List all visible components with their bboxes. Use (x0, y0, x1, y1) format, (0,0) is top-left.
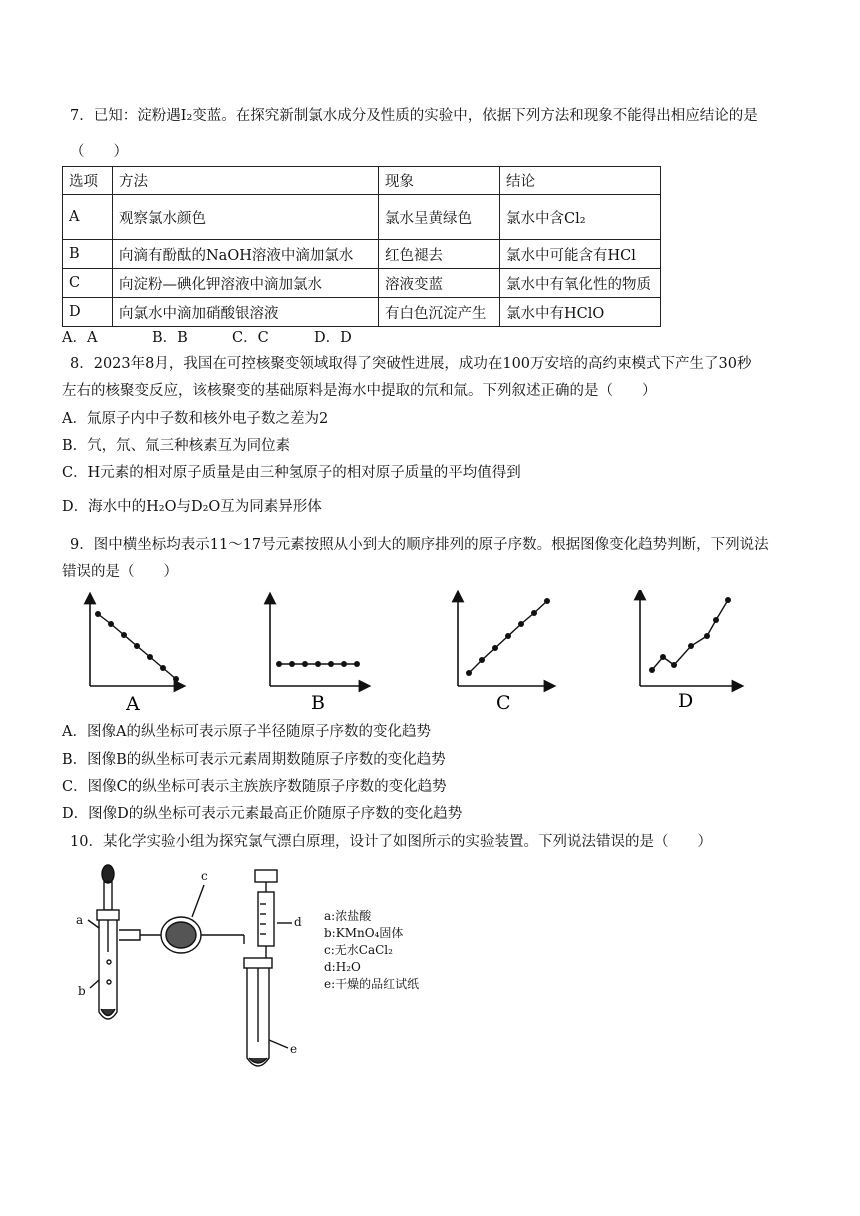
table-cell: 氯水中有HClO (500, 298, 661, 327)
data-point (108, 621, 114, 627)
stopper (244, 958, 272, 968)
graph-label-c: C (496, 692, 511, 714)
legend-a: a:浓盐酸 (324, 909, 372, 923)
q8-stem-line2: 左右的核聚变反应，该核聚变的基础原料是海水中提取的氘和氚。下列叙述正确的是（ ） (62, 383, 657, 399)
q7-table (62, 166, 661, 327)
table-header: 选项 (63, 167, 113, 195)
dropper-funnel (104, 882, 112, 910)
q7-option-b: B．B (152, 330, 188, 346)
q7-answer-paren: （ ） (70, 144, 128, 160)
drying-agent (166, 922, 196, 948)
q7-stem: 7．已知：淀粉遇I₂变蓝。在探究新制氯水成分及性质的实验中，依据下列方法和现象不能得出相应结论的是 (70, 108, 758, 124)
q8-option-d: D．海水中的H₂O与D₂O互为同素异形体 (62, 499, 322, 515)
data-point (704, 633, 710, 639)
data-point (671, 662, 677, 668)
table-cell: 向淀粉—碘化钾溶液中滴加氯水 (113, 269, 379, 298)
legend-b: b:KMnO₄固体 (324, 926, 404, 940)
bubble (107, 960, 111, 964)
data-point (328, 661, 334, 667)
data-point (121, 632, 127, 638)
data-point (531, 610, 537, 616)
table-header: 结论 (500, 167, 661, 195)
q10-stem: 10．某化学实验小组为探究氯气漂白原理，设计了如图所示的实验装置。下列说法错误的是（ ） (70, 834, 712, 850)
data-point (302, 661, 308, 667)
dropper-bulb (102, 865, 114, 883)
table-cell: 有白色沉淀产生 (379, 298, 500, 327)
data-point (289, 661, 295, 667)
solid-reagent (101, 1009, 115, 1016)
data-point (147, 654, 153, 660)
q9-option-d: D．图像D的纵坐标可表示元素最高正价随原子序数的变化趋势 (62, 806, 463, 822)
q8-option-b: B．氕，氘、氚三种核素互为同位素 (62, 438, 291, 454)
legend-d: d:H₂O (324, 960, 361, 974)
table-cell: 氯水中可能含有HCl (500, 240, 661, 269)
connector (119, 930, 140, 940)
stopper (97, 910, 119, 920)
graph-label-d: D (678, 690, 694, 712)
data-point (518, 621, 524, 627)
syringe-plunger (255, 870, 277, 882)
legend-c: c:无水CaCl₂ (324, 943, 393, 957)
label-line (192, 885, 204, 917)
label-line (90, 980, 99, 988)
label-line (269, 1040, 288, 1048)
table-row (63, 298, 661, 327)
label-a: a (76, 913, 84, 927)
data-points (649, 597, 731, 673)
q8-option-a: A．氚原子内中子数和核外电子数之差为2 (62, 411, 329, 427)
data-point (660, 654, 666, 660)
q9-stem-line1: 9．图中横坐标均表示11～17号元素按照从小到大的顺序排列的原子序数。根据图像变化趋势判断，下列说法 (70, 537, 769, 553)
table-row (63, 240, 661, 269)
data-point (544, 598, 550, 604)
table-header: 现象 (379, 167, 500, 195)
table-cell: 氯水呈黄绿色 (379, 195, 500, 240)
graph-label-b: B (311, 692, 325, 714)
table-cell: C (63, 269, 113, 298)
tube-bottom (249, 1058, 267, 1063)
table-cell: 红色褪去 (379, 240, 500, 269)
table-cell: 观察氯水颜色 (113, 195, 379, 240)
label-e: e (290, 1042, 298, 1056)
label-b: b (78, 984, 86, 998)
graph-d (640, 594, 738, 686)
table-row (63, 195, 661, 240)
table-cell: 氯水中含Cl₂ (500, 195, 661, 240)
data-point (505, 633, 511, 639)
graph-a (90, 598, 180, 686)
table-cell: D (63, 298, 113, 327)
label-line (88, 920, 99, 928)
q8-stem-line1: 8．2023年8月，我国在可控核聚变领域取得了突破性进展，成功在100万安培的高约束模式下产生了30秒 (70, 356, 752, 372)
q7-option-c: C．C (232, 330, 269, 346)
data-point (649, 667, 655, 673)
data-point (354, 661, 360, 667)
table-cell: 氯水中有氧化性的物质 (500, 269, 661, 298)
syringe-d (258, 892, 274, 946)
data-point (341, 661, 347, 667)
data-point (173, 676, 179, 682)
data-point (466, 670, 472, 676)
q9-stem-line2: 错误的是（ ） (62, 564, 178, 580)
apparatus-diagram (68, 862, 468, 1074)
trend-graphs (60, 590, 760, 715)
table-cell: A (63, 195, 113, 240)
table-header: 方法 (113, 167, 379, 195)
data-point (492, 645, 498, 651)
data-point (688, 643, 694, 649)
data-point (134, 643, 140, 649)
q7-option-a: A．A (62, 330, 98, 346)
data-point (160, 665, 166, 671)
q7-option-d: D．D (314, 330, 352, 346)
table-cell: 向氯水中滴加硝酸银溶液 (113, 298, 379, 327)
data-point (315, 661, 321, 667)
bubble (107, 980, 111, 984)
table-row (63, 269, 661, 298)
data-point (479, 657, 485, 663)
data-point (95, 611, 101, 617)
label-c: c (201, 869, 208, 883)
q9-option-a: A．图像A的纵坐标可表示原子半径随原子序数的变化趋势 (62, 724, 431, 740)
graph-label-a: A (126, 693, 140, 715)
table-cell: 向滴有酚酞的NaOH溶液中滴加氯水 (113, 240, 379, 269)
q9-option-c: C．图像C的纵坐标可表示主族族序数随原子序数的变化趋势 (62, 779, 447, 795)
label-d: d (294, 915, 302, 929)
graph-b (270, 598, 365, 686)
q9-option-b: B．图像B的纵坐标可表示元素周期数随原子序数的变化趋势 (62, 752, 446, 768)
table-cell: B (63, 240, 113, 269)
data-point (725, 597, 731, 603)
legend-e: e:干燥的品红试纸 (324, 977, 420, 991)
table-cell: 溶液变蓝 (379, 269, 500, 298)
q8-option-c: C．H元素的相对原子质量是由三种氢原子的相对原子质量的平均值得到 (62, 465, 521, 481)
graph-c (458, 596, 550, 686)
data-point (713, 617, 719, 623)
data-point (276, 661, 282, 667)
